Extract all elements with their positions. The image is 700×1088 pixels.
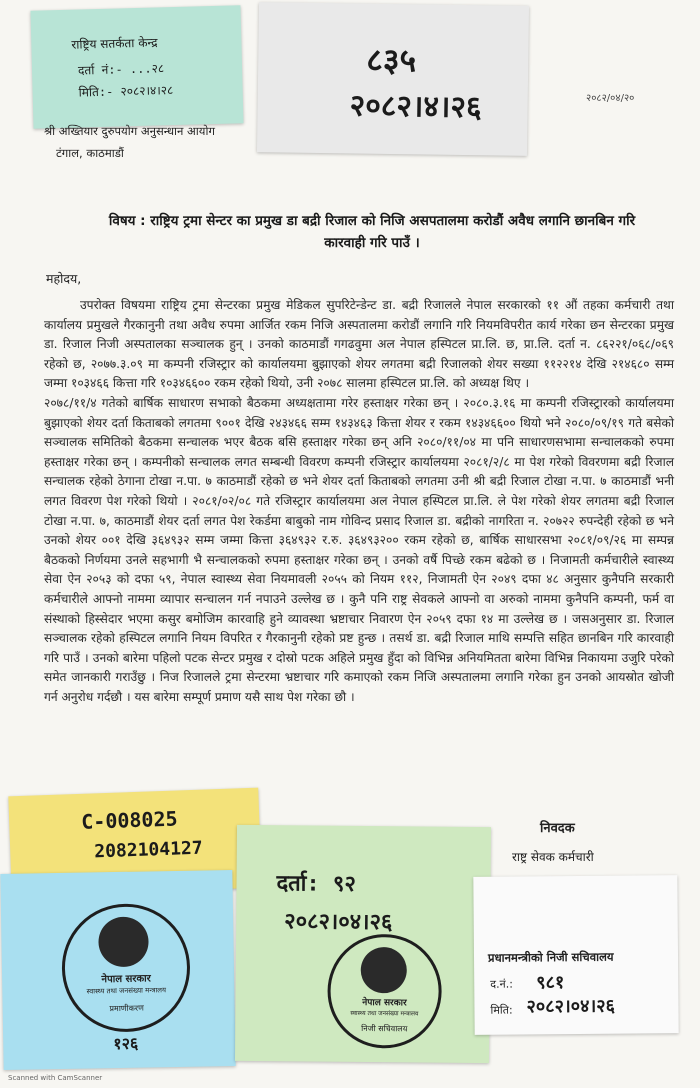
handwritten-date: २०८२।४।२६ [349,88,482,126]
registry-office: प्रधानमन्त्रीको निजी सचिवालय [487,949,614,965]
blue-sticky-note [0,870,235,1070]
paragraph-1: उपरोक्त विषयमा राष्ट्रिय ट्रमा सेन्टरका प्रमुख मेडिकल सुपरिटेन्डेन्ट डा. बद्री रिजालले नेपाल सरकारको ११ औं तहका कर्मचारी तथा कार्यालय प्रमुखले गैरकानुनी तथा अवैध रुपमा आर्जित रकम निजि अस्पतालमा करोडौं लगानि गरि नियमविपरीत कार्य गरेका छन सेन्टरका प्रमुख डा. रिजाल निजी अस्पतालका सञ्चालक हुन् । उनको काठमाडौं गगढवुमा अल नेपाल हस्पिटल प्रा.लि. छ, प्रा.लि. दर्ता न. ८६२२१/०६८/०६९ रहेको छ, २०७७.३.०९ मा कम्पनी रजिस्ट्रार को कार्यालयमा बुझाएको शेयर लगतमा बद्री रिजालको शेयर सख्या ११२२१४ देखि २१४६८० सम्म जम्मा १०३४६६ कित्ता गरि १०३४६६०० रकम रहेको थियो, उनी २०७८ सालमा हस्पिटल प्रा.लि. को अध्यक्ष थिए । [44,298,674,391]
signature-title: निवदक [540,821,575,836]
stamp-emblem-icon [361,947,407,993]
registry-number-value: ९८१ [536,972,565,994]
registry-number-label: द.नं.: [490,977,513,991]
registry-date-label: मिति: [490,1003,513,1017]
letter-body [44,296,674,707]
stamp-sub-1: स्वास्थ्य तथा जनसंख्या मन्त्रालय [350,1009,419,1018]
note-line-3: मिति:- २०८२।४।२८ [78,83,174,100]
stamp-sub-1: स्वास्थ्य तथा जनसंख्या मन्त्रालय [86,986,167,996]
note-line-1: राष्ट्रिय सतर्कता केन्द्र [71,35,158,52]
scanner-watermark: Scanned with CamScanner [8,1074,103,1082]
registry-date-value: २०८२।०४।२६ [526,995,616,1018]
handwritten-number: ८३५ [366,40,417,80]
stamp-emblem-icon [98,916,149,967]
green-sticky-note [235,825,491,1063]
addressee-line-2: टंगाल, काठमाडौं [56,146,124,160]
header-date: २०८२/०४/२० [586,93,635,104]
yellow-note-date: 2082104127 [93,837,203,863]
blue-note-sign: १२६ [113,1033,139,1054]
salutation: महोदय, [46,271,82,286]
signature-name: राष्ट्र सेवक कर्मचारी [512,850,594,864]
note-line-2: दर्ता नं:- ...२८ [77,61,165,78]
paragraph-2: २०७८/११/४ गतेको बार्षिक साधारण सभाको बैठकमा अध्यक्षतामा गरेर हस्ताक्षर गरेका छन् । २०८०.३.१६ मा कम्पनी रजिस्ट्रारको कार्यालयमा बुझाएको शेयर दर्ता किताबको लगतमा ९००१ देखि २४३४६६ सम्म १४३४६३ कित्ता शेयर र रकम १४३४६६०० थियो भने २०८०/०९/१९ गते बसेको सञ्चालक समितिको बैठकमा सन्चालक भएर बैठक बसि हस्ताक्षर गरेका छन् अनि २०८०/११/०४ मा पनि साधारणसभामा सन्चालकको रुपमा हस्ताक्षर गरेका छन् । कम्पनीको सन्चालक लगत सम्बन्धी विवरण कम्पनी रजिस्ट्रार कार्यालयमा २०८१/२/८ मा पेश गरेको विवरणमा बद्री रिजाल सन्चालक रहेको ठेगाना टोखा न.पा. ७ काठमाडौं रहेको छ भने शेयर दर्ता किताबको लगतमा उनी श्री बद्री रिजाल टोखा न.पा. ७ काठमाडौं भनी लगत विवरण पेश गरेको थियो । २०८१/०२/०८ गते रजिस्ट्रार कार्यालयमा अल नेपाल हस्पिटल प्रा.लि. ले पेश गरेको शेयर लगतमा बद्री रिजाल टोखा न.पा. ७, काठमाडौं शेयर दर्ता लगत पेश रेकर्डमा बाबुको नाम गोविन्द प्रसाद रिजाल डा. बद्रीको नागरिता न. २०७२२ रुपन्देही रहेको छ भने उनको शेयर ००१ देखि ३६४९३२ सम्म जम्मा कित्ता ३६४९३२ र.रु. ३६४९३२०० रकम रहेको छ, बार्षिक साधारसभा २०८१/०९/२६ मा सम्पन्न बैठकको निर्णयमा उनले सहभागी भै सन्चालकको रुपमा हस्ताक्षर गरेका छन् । उनको वर्षै पिच्छे रकम बढेको छ । निजामती कर्मचारीले स्वास्थ्य सेवा ऐन २०५३ को दफा ५९, नेपाल स्वास्थ्य सेवा नियमावली २०५५ को नियम ११२, निजामती ऐन २०४९ दफा ४८ अनुसार कुनैपनि सरकारी कर्मचारीले आफ्नो नाममा व्यापार सन्चालन गर्न नपाउने उल्लेख छ । कुनै पनि राष्ट्र सेवकले आफ्नो वा अरुको नाममा कुनैपनि कम्पनी, फर्म वा संस्थाको हिस्सेदार भएमा कसुर बमोजिम कारवाहि हुने व्यावस्था भ्रष्टाचार निवारण ऐन २०५९ दफा १४ मा उल्लेख छ । जसअनुसार डा. रिजाल सञ्चालक रहेको हस्पिटल लगानि नियम विपरित र गैरकानुनी रहेको प्रष्ट हुन्छ । तसर्थ डा. बद्री रिजाल माथि सम्पत्ति सहित छानबिन गरि कारवाही गरि पाउँ । उनको बारेमा पहिलो पटक सेन्टर प्रमुख र दोस्रो पटक अहिले प्रमुख हुँदा को विभिन्न अनियमितता बारेमा विभिन्न निकायमा उजुरि परेको समेत जानकारी गराउँछु । निज रिजालले ट्रमा सेन्टरमा भ्रष्टाचार गरि कमाएको रकम निजि अस्पतालमा लगानि गरेका हुन उनको आयस्रोत खोजी गर्न अनुरोध गर्दछौ । यस बारेमा सम्पूर्ण प्रमाण यसै साथ पेश गरेका छौ । [44,395,674,704]
addressee-line-1: श्री अख्तियार दुरुपयोग अनुसन्धान आयोग [44,124,215,138]
stamp-sub-2: प्रमाणीकरण [109,1003,144,1014]
stamp-sub-2: निजी सचिवालय [361,1023,408,1034]
subject-heading: विषय : राष्ट्रिय ट्रमा सेन्टर का प्रमुख डा बद्री रिजाल को निजि असपतालमा करोडौं अवैध लगानि छानबिन गरि कारवाही गरि पाउँ । [108,213,636,251]
white-registry-note [473,875,678,1035]
yellow-note-code: C-008025 [80,806,178,834]
green-note-darta: दर्ता: ९२ [276,871,356,897]
stamp-text: नेपाल सरकार [101,973,151,986]
top-left-sticky-note [30,5,243,128]
green-note-date: २०८२।०४।२६ [284,909,393,936]
government-stamp [61,903,191,1033]
top-center-note [257,2,529,156]
stamp-text: नेपाल सरकार [362,997,407,1009]
secretariat-stamp [327,934,442,1049]
